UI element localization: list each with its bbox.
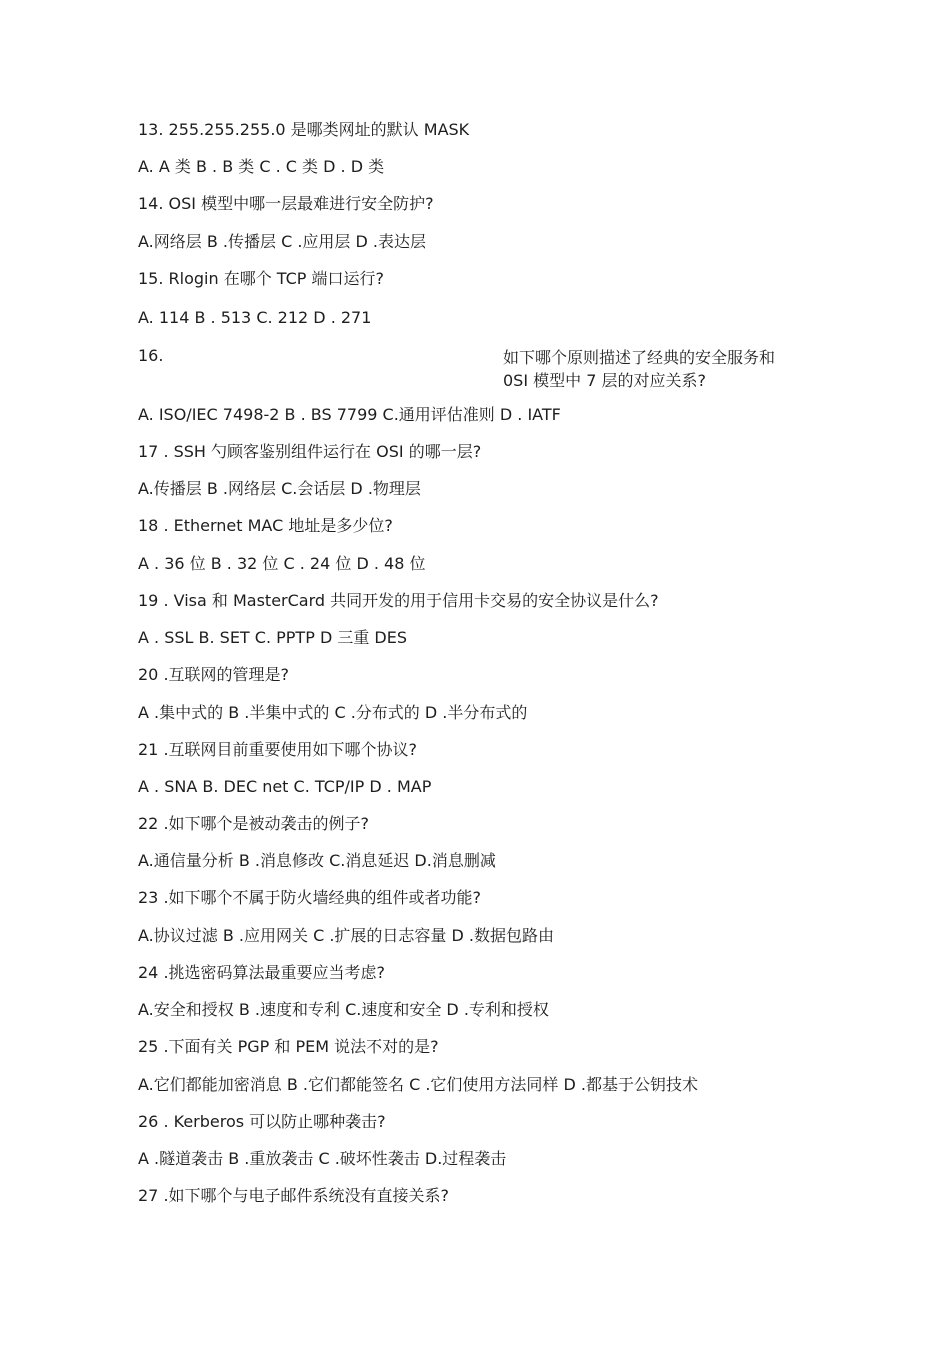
question-16-number: 16. [138, 346, 164, 365]
options-18: A . 36 位 B . 32 位 C . 24 位 D . 48 位 [138, 554, 426, 573]
question-18: 18 . Ethernet MAC 地址是多少位? [138, 516, 393, 535]
options-19: A . SSL B. SET C. PPTP D 三重 DES [138, 628, 408, 647]
question-16-line-2: 0SI 模型中 7 层的对应关系? [503, 371, 706, 390]
options-24: A.安全和授权 B .速度和专利 C.速度和安全 D .专利和授权 [138, 1000, 549, 1019]
options-23: A.协议过滤 B .应用网关 C .扩展的日志容量 D .数据包路由 [138, 926, 554, 945]
options-25: A.它们都能加密消息 B .它们都能签名 C .它们使用方法同样 D .都基于公钥技术 [138, 1075, 698, 1094]
question-21: 21 .互联网目前重要使用如下哪个协议? [138, 740, 418, 759]
question-25: 25 .下面有关 PGP 和 PEM 说法不对的是? [138, 1037, 439, 1056]
question-14: 14. OSI 模型中哪一层最难进行安全防护? [138, 194, 434, 213]
question-24: 24 .挑选密码算法最重要应当考虑? [138, 963, 386, 982]
question-16-line-1: 如下哪个原则描述了经典的安全服务和 [503, 348, 776, 367]
question-17: 17 . SSH 勺顾客鉴别组件运行在 OSI 的哪一层? [138, 442, 482, 461]
question-19: 19 . Visa 和 MasterCard 共同开发的用于信用卡交易的安全协议是什么? [138, 591, 659, 610]
options-13: A. A 类 B . B 类 C . C 类 D . D 类 [138, 157, 385, 176]
options-14: A.网络层 B .传播层 C .应用层 D .表达层 [138, 232, 426, 251]
question-27: 27 .如下哪个与电子邮件系统没有直接关系? [138, 1186, 450, 1205]
options-20: A .集中式的 B .半集中式的 C .分布式的 D .半分布式的 [138, 703, 528, 722]
question-22: 22 .如下哪个是被动袭击的例子? [138, 814, 370, 833]
question-23: 23 .如下哪个不属于防火墙经典的组件或者功能? [138, 888, 482, 907]
question-15: 15. Rlogin 在哪个 TCP 端口运行? [138, 269, 385, 288]
options-15: A. 114 B . 513 C. 212 D . 271 [138, 308, 372, 327]
question-16-text [503, 346, 775, 392]
options-22: A.通信量分析 B .消息修改 C.消息延迟 D.消息删减 [138, 851, 496, 870]
options-21: A . SNA B. DEC net C. TCP/IP D . MAP [138, 777, 432, 796]
question-13: 13. 255.255.255.0 是哪类网址的默认 MASK [138, 120, 470, 139]
options-16: A. ISO/IEC 7498-2 B . BS 7799 C.通用评估准则 D . IATF [138, 405, 561, 424]
question-20: 20 .互联网的管理是? [138, 665, 290, 684]
question-26: 26 . Kerberos 可以防止哪种袭击? [138, 1112, 386, 1131]
options-17: A.传播层 B .网络层 C.会话层 D .物理层 [138, 479, 421, 498]
options-26: A .隧道袭击 B .重放袭击 C .破坏性袭击 D.过程袭击 [138, 1149, 507, 1168]
